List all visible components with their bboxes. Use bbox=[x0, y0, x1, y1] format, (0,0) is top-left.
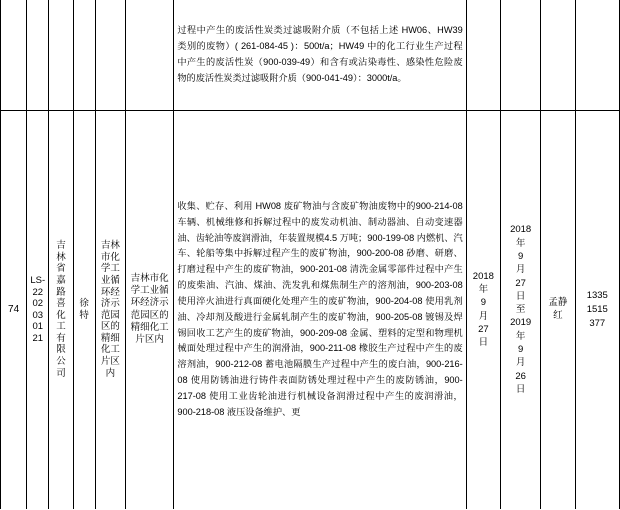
valid-period-line: 月 bbox=[515, 264, 526, 276]
valid-period-line: 年 bbox=[515, 330, 526, 342]
valid-period-line: 9 bbox=[517, 250, 524, 262]
cell-contact bbox=[575, 110, 619, 509]
permit-no-text: LS-2202030121 bbox=[30, 275, 46, 344]
issue-date-line: 2018 bbox=[472, 270, 494, 282]
issue-date-line: 月 bbox=[478, 310, 489, 322]
location-short-text: 吉林市化学工业循环经济示范园区的精细化工片区内 bbox=[100, 240, 120, 379]
cell-location-full-partial bbox=[125, 0, 173, 110]
issue-date-line: 年 bbox=[478, 284, 489, 296]
valid-period-line: 年 bbox=[515, 237, 526, 249]
cell-location-short-partial bbox=[95, 0, 125, 110]
company-text: 吉林省嘉路喜化工有限公司 bbox=[56, 240, 66, 379]
cell-approver: 孟静红 bbox=[541, 110, 575, 509]
cell-issue-date bbox=[466, 110, 500, 509]
cell-company-partial bbox=[49, 0, 73, 110]
cell-valid-period-partial bbox=[500, 0, 540, 110]
cell-serial: 74 bbox=[1, 110, 27, 509]
valid-period-line: 2019 bbox=[510, 317, 532, 329]
cell-scope: 收集、贮存、利用 HW08 废矿物油与含废矿物油废物中的900-214-08 车辆、机械维修和拆解过程中的废发动机油、制动器油、自动变速器油、齿轮油等废润滑油，年装置规模4.5 万吨；900-199-08 内燃机、汽车、轮船等集中拆解过程产生的废矿物油，900-200-08 砂磨、研磨、打磨过程中产生的废矿物油，900-201-08 清洗金属零部件过程中产生的废柴油、汽油、煤油、洗发乳和煤焦制生产的溶剂油，900-203-08 使用淬火油进行真面硬化处理产生的废矿物油，900-204-08 使用乳剂油、冷却剂及酸进行金属轧制产生的废矿物油，900-205-08 镀锡及焊锡回收工艺产生的废矿物油，900-209-08 金属、塑料的定型和物理机械面处理过程中产生的润滑油，900-211-08 橡胶生产过程中产生的废溶剂油，900-212-08 蓄电池隔膜生产过程中产生的废白油，900-216-08 使用防锈油进行铸件表面防锈处理过程中产生的废防锈油，900-217-08 使用工业齿轮油进行机械设备润滑过程中产生的废润滑油，900-218-08 液压设备维护、更 bbox=[174, 110, 466, 509]
cell-valid-period bbox=[500, 110, 540, 509]
cell-legal-person bbox=[73, 110, 95, 509]
valid-period-line: 月 bbox=[515, 357, 526, 369]
cell-contact-partial bbox=[575, 0, 619, 110]
valid-period-line: 至 bbox=[515, 304, 526, 316]
valid-period-line: 9 bbox=[517, 343, 524, 355]
contact-line: 1335 bbox=[586, 290, 608, 302]
table-row-partial-top bbox=[1, 0, 620, 110]
valid-period-line: 2018 bbox=[510, 224, 532, 236]
valid-period-line: 27 bbox=[515, 277, 526, 289]
issue-date-line: 27 bbox=[478, 324, 489, 336]
cell-serial-partial bbox=[1, 0, 27, 110]
issue-date-line: 日 bbox=[478, 337, 489, 349]
valid-period-line: 26 bbox=[515, 370, 526, 382]
contact-line: 1515 bbox=[586, 303, 608, 315]
cell-location-short bbox=[95, 110, 125, 509]
cell-approver-partial bbox=[541, 0, 575, 110]
legal-person-text: 徐特 bbox=[79, 298, 89, 321]
cell-permit-no bbox=[27, 110, 49, 509]
cell-scope-partial: 过程中产生的废活性炭类过滤吸附介质（不包括上述 HW06、HW39 类别的废物）( 261-084-45 )：500t/a；HW49 中的化工行业生产过程中产生的废活性炭（900-039-49）和含有或沾染毒性、感染性危险废物的废活性炭类过滤吸附介质（900-041-49）：3000t/a。 bbox=[174, 0, 466, 110]
cell-legal-person-partial bbox=[73, 0, 95, 110]
cell-issue-date-partial bbox=[466, 0, 500, 110]
valid-period-line: 日 bbox=[515, 383, 526, 395]
table-row bbox=[1, 110, 620, 509]
issue-date-line: 9 bbox=[480, 297, 486, 309]
cell-permit-no-partial bbox=[27, 0, 49, 110]
contact-line: 377 bbox=[589, 317, 606, 329]
cell-company bbox=[49, 110, 73, 509]
cell-location-full: 吉林市化学工业循环经济示范园区的精细化工片区内 bbox=[125, 110, 173, 509]
valid-period-line: 日 bbox=[515, 290, 526, 302]
